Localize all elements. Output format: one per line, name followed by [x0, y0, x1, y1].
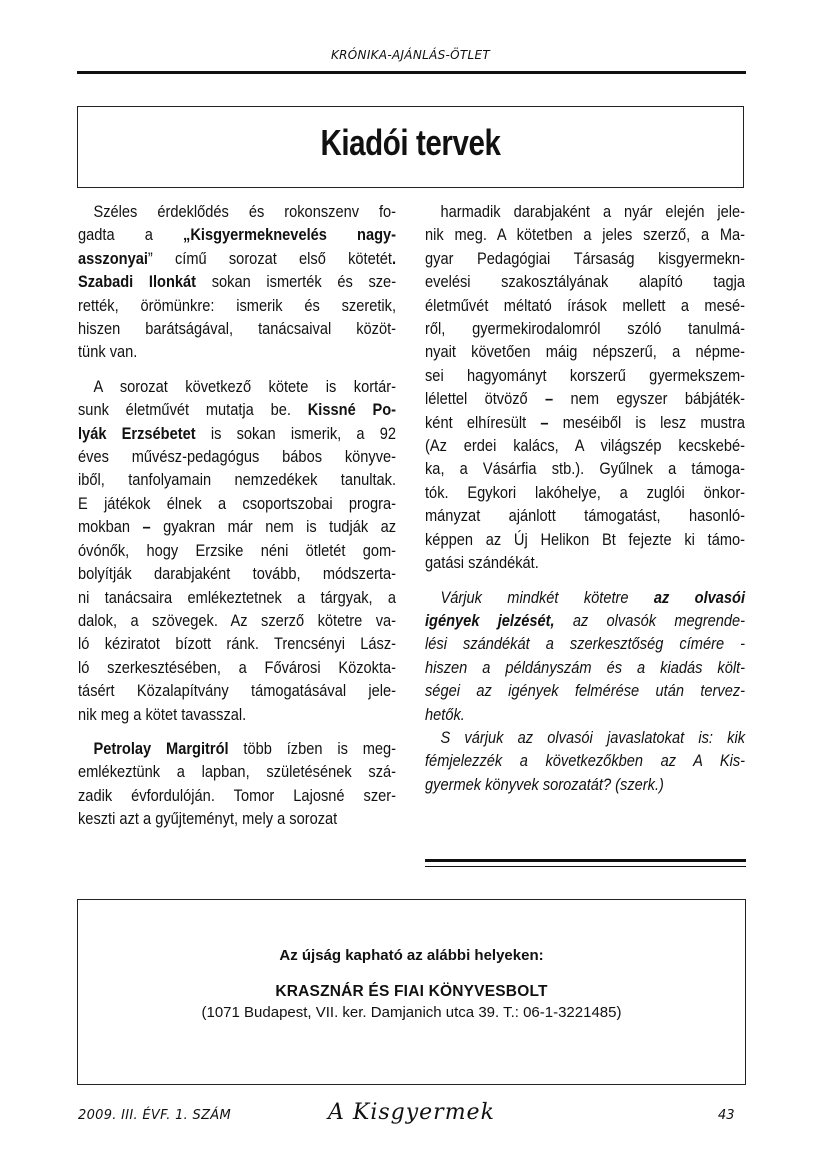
text-segment: emlékeztünk a lapban, születésének szá-: [78, 762, 397, 782]
text-segment: Széles érdeklődés és rokonszenv fo-: [93, 202, 397, 221]
text-segment: –: [142, 517, 151, 537]
text-segment: asszonyai: [78, 248, 148, 268]
text-line: [425, 749, 745, 772]
text-line: [78, 539, 396, 562]
text-line: [78, 807, 396, 830]
text-segment: ló kéziratot bízott ránk. Trencsényi Lász-: [78, 634, 397, 654]
text-segment: sokan ismerték és sze-: [196, 272, 397, 292]
text-line: [78, 317, 396, 340]
text-segment: igények jelzését,: [425, 610, 555, 630]
paragraph-gap: [78, 726, 396, 737]
text-line: [425, 411, 745, 434]
text-segment: az olvasói: [653, 587, 746, 607]
text-line: [78, 247, 396, 270]
text-line: [78, 492, 396, 515]
text-line: [425, 656, 745, 679]
text-line: [78, 703, 396, 726]
text-line: [78, 223, 396, 246]
text-line: [78, 760, 396, 783]
text-line: [78, 270, 396, 293]
text-segment: ” című sorozat első kötetét: [147, 248, 392, 268]
text-segment: meséiből is lesz mustra: [548, 412, 746, 432]
text-line: [425, 270, 745, 293]
text-line: [425, 703, 745, 726]
issue-info: 2009. III. ÉVF. 1. SZÁM: [78, 1108, 231, 1123]
text-line: [425, 679, 745, 702]
text-line: [78, 515, 396, 538]
text-segment: ló szerkesztésében, a Fővárosi Közokta-: [78, 657, 397, 677]
article-end-rule-thin: [425, 866, 746, 867]
text-segment: is sokan ismerik, a 92: [195, 423, 397, 443]
text-segment: sunk életművét mutatja be.: [78, 400, 308, 420]
text-segment: keszti azt a gyűjteményt, mely a sorozat: [78, 809, 338, 829]
text-segment: lyák Erzsébetet: [78, 423, 196, 443]
text-segment: mokban: [78, 517, 143, 537]
text-segment: hetők.: [425, 704, 465, 724]
text-segment: S várjuk az olvasói javaslatokat is: kik: [440, 727, 746, 747]
text-segment: lélettel ötvöző: [425, 389, 546, 409]
text-line: [425, 200, 745, 223]
text-segment: dalok, a szövegek. Az szerző kötetre va-: [78, 610, 397, 630]
text-segment: „Kisgyermeknevelés nagy-: [183, 225, 397, 245]
text-line: [78, 445, 396, 468]
text-segment: .: [391, 248, 397, 268]
text-segment: ka, a Vásárfia stb.). Gyűlnek a támoga-: [425, 459, 746, 479]
article-right-column: [425, 200, 745, 796]
text-segment: –: [540, 412, 549, 432]
text-segment: Várjuk mindkét kötetre: [440, 587, 654, 607]
text-line: [78, 679, 396, 702]
text-line: [78, 609, 396, 632]
availability-heading: Az újság kapható az alábbi helyeken:: [279, 947, 544, 964]
text-segment: iből, tanfolyamain nemzedékek tanultak.: [78, 470, 397, 490]
text-segment: evelési szakosztályának alapító tagja: [425, 272, 746, 292]
article-left-column: [78, 200, 396, 831]
text-line: [425, 726, 745, 749]
paragraph-gap: [425, 575, 745, 586]
text-segment: gadta a: [78, 225, 184, 245]
text-segment: életművét méltató írások mellett a mesé-: [425, 295, 746, 315]
text-line: [425, 551, 745, 574]
page-number: 43: [718, 1108, 735, 1123]
text-segment: éves művész-pedagógus bábos könyve-: [78, 447, 397, 467]
text-segment: nem egyszer bábjáték-: [553, 389, 746, 409]
text-line: [78, 398, 396, 421]
text-line: [425, 481, 745, 504]
text-segment: képpen az Új Helikon Bt fejezte ki támo-: [425, 529, 746, 549]
text-line: [425, 247, 745, 270]
section-header: KRÓNIKA-AJÁNLÁS-ÖTLET: [330, 48, 491, 62]
journal-name: A Kisgyermek: [328, 1100, 495, 1125]
text-segment: tásért Közalapítvány támogatásával jele-: [78, 681, 397, 701]
text-line: [425, 504, 745, 527]
article-end-rule: [425, 859, 746, 862]
text-segment: gyar Pedagógiai Társaság kisgyermekn-: [425, 248, 746, 268]
text-line: [78, 784, 396, 807]
text-line: [78, 562, 396, 585]
header-rule: [77, 71, 746, 74]
text-segment: hiszen barátságával, tanácsaival közöt-: [78, 319, 397, 339]
text-line: [425, 317, 745, 340]
text-segment: ségei az igények felmérése után tervez-: [425, 681, 746, 701]
text-segment: zadik évfordulóján. Tomor Lajosné szer-: [78, 785, 397, 805]
text-segment: hiszen a példányszám és a kiadás költ-: [425, 657, 746, 677]
text-segment: Szabadi Ilonkát: [78, 272, 197, 292]
text-line: [425, 773, 745, 796]
text-segment: (Az erdei kalács, A világszép kecskebé-: [425, 436, 746, 456]
text-line: [78, 294, 396, 317]
text-segment: A sorozat következő kötete is kortár-: [93, 376, 397, 396]
text-line: [78, 586, 396, 609]
text-segment: harmadik darabjaként a nyár elején jele-: [440, 202, 746, 221]
text-segment: fémjelezzék a következőkben az A Kis-: [425, 751, 746, 771]
article-title: Kiadói tervek: [320, 122, 501, 163]
text-segment: sei hagyományt korszerű gyermekszem-: [425, 365, 746, 385]
bookshop-address: (1071 Budapest, VII. ker. Damjanich utca 39. T.: 06-1-3221485): [201, 1004, 622, 1021]
text-segment: ni tanácsaira emlékeztetnek a tárgyak, a: [78, 587, 397, 607]
text-line: [78, 737, 396, 760]
text-line: [425, 223, 745, 246]
text-segment: gyermek könyvek sorozatát? (szerk.): [425, 774, 664, 794]
text-segment: több ízben is meg-: [228, 738, 397, 758]
text-segment: az olvasók megrende-: [554, 610, 746, 630]
text-line: [425, 528, 745, 551]
paragraph-gap: [78, 364, 396, 375]
text-segment: nik meg a kötet tavasszal.: [78, 704, 247, 724]
text-line: [78, 632, 396, 655]
text-line: [78, 656, 396, 679]
text-segment: Kissné Po-: [307, 400, 397, 420]
text-line: [425, 340, 745, 363]
text-segment: –: [545, 389, 554, 409]
text-line: [425, 387, 745, 410]
text-segment: ről, gyermekirodalomról szóló tanulmá-: [425, 319, 746, 339]
text-line: [78, 340, 396, 363]
text-line: [425, 364, 745, 387]
text-segment: Petrolay Margitról: [93, 738, 229, 758]
text-segment: gyakran már nem is tudják az: [150, 517, 397, 537]
text-line: [425, 457, 745, 480]
text-segment: rették, örömünkre: ismerik és szeretik,: [78, 295, 397, 315]
text-segment: ként elhíresült: [425, 412, 541, 432]
bookshop-name: KRASZNÁR ÉS FIAI KÖNYVESBOLT: [275, 983, 548, 1000]
text-segment: bolyítják darabjaként tovább, módszerta-: [78, 564, 397, 584]
text-segment: tünk van.: [78, 342, 138, 362]
text-segment: lési szándékát a szerkesztőség címére -: [425, 634, 746, 654]
text-line: [425, 609, 745, 632]
text-segment: nyait követően máig népszerű, a népme-: [425, 342, 746, 362]
text-segment: tók. Egykori lakóhelye, a zuglói önkor-: [425, 482, 746, 502]
text-line: [78, 375, 396, 398]
text-line: [78, 468, 396, 491]
text-line: [425, 632, 745, 655]
text-line: [425, 434, 745, 457]
text-line: [425, 294, 745, 317]
text-segment: mányzat ajánlott támogatást, hasonló-: [425, 506, 746, 526]
text-segment: gatási szándékát.: [425, 553, 539, 573]
text-segment: E játékok élnek a csoportszobai progra-: [78, 493, 397, 513]
text-line: [78, 422, 396, 445]
text-segment: óvónők, hogy Erzsike néni ötletét gom-: [78, 540, 397, 560]
text-segment: nik meg. A kötetben a jeles szerző, a Ma-: [425, 225, 746, 245]
text-line: [78, 200, 396, 223]
text-line: [425, 586, 745, 609]
